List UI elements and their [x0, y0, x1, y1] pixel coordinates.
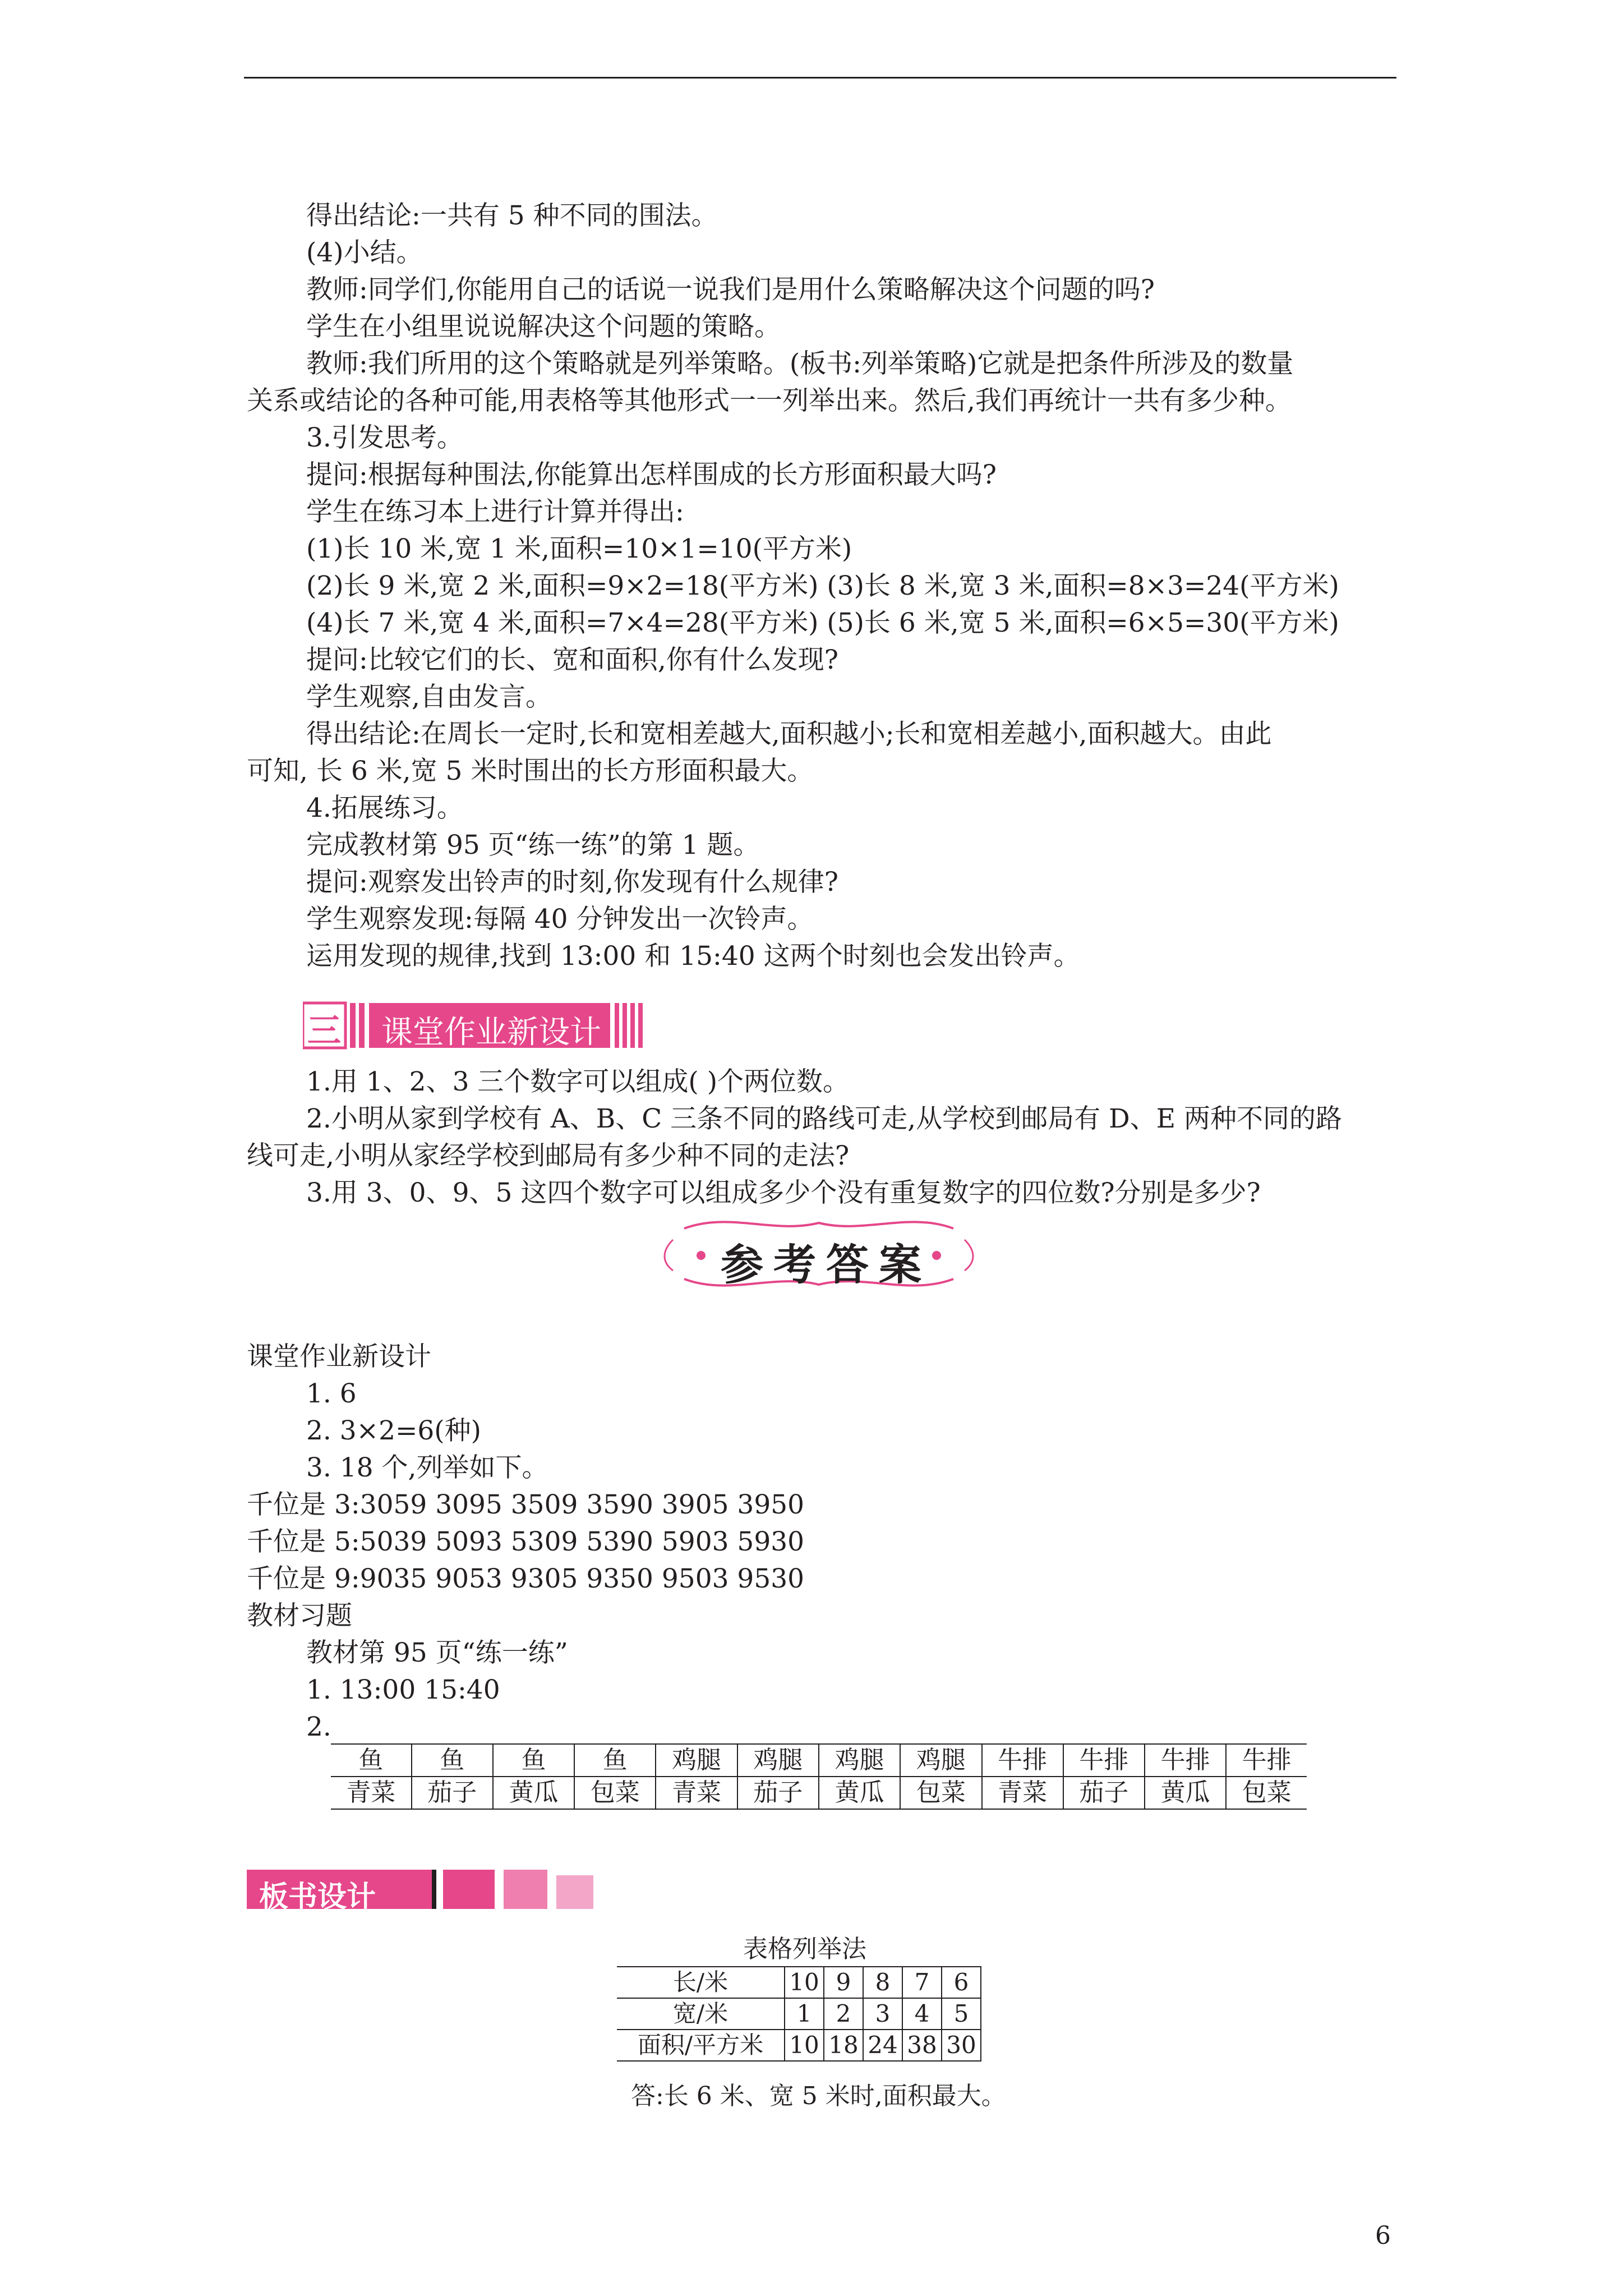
board-caption: 表格列举法: [743, 1935, 866, 1963]
table-cell: 5: [942, 1998, 981, 2030]
hw-item: 2.小明从家到学校有 A、B、C 三条不同的路线可走,从学校到邮局有 D、E 两种不同的路: [306, 1103, 1342, 1134]
line: 学生观察,自由发言。: [306, 682, 552, 712]
table-cell: 鸡腿: [900, 1744, 981, 1777]
answer-line: 课堂作业新设计: [247, 1341, 431, 1372]
table-cell: 3: [863, 1998, 902, 2030]
answer-line: 千位是 5:5039 5093 5309 5390 5903 5930: [247, 1526, 805, 1557]
table-cell: 38: [902, 2030, 942, 2061]
table-cell: 牛排: [982, 1744, 1063, 1777]
section-title: 课堂作业新设计: [381, 1014, 601, 1051]
table-cell: 牛排: [1063, 1744, 1145, 1777]
line: (4)小结。: [306, 237, 423, 268]
table-cell: 黄瓜: [493, 1777, 574, 1809]
table-cell: 18: [824, 2030, 863, 2061]
answer-line: 千位是 3:3059 3095 3509 3590 3905 3950: [247, 1489, 805, 1520]
table-cell: 9: [824, 1967, 863, 1998]
answer-line: 千位是 9:9035 9053 9305 9350 9503 9530: [247, 1563, 805, 1594]
table-row: [331, 1744, 1307, 1777]
board-heading: [247, 1865, 606, 1918]
answer-line: 2. 3×2=6(种): [306, 1415, 481, 1446]
line: 学生观察发现:每隔 40 分钟发出一次铃声。: [306, 904, 814, 935]
table-cell: 30: [942, 2030, 981, 2061]
answer-line: 1. 13:00 15:40: [306, 1674, 500, 1705]
answer-line: 2.: [306, 1711, 331, 1742]
table-cell: 1: [785, 1998, 824, 2030]
line: 提问:比较它们的长、宽和面积,你有什么发现?: [306, 645, 838, 675]
table-cell: 包菜: [900, 1777, 981, 1809]
line: 完成教材第 95 页“练一练”的第 1 题。: [306, 830, 760, 861]
table-cell: 4: [902, 1998, 942, 2030]
page-number: 6: [1375, 2221, 1391, 2250]
section-banner: [303, 1001, 695, 1050]
table-cell: 包菜: [1226, 1777, 1307, 1809]
hw-item: 1.用 1、2、3 三个数字可以组成( )个两位数。: [306, 1066, 850, 1097]
table-cell: 青菜: [331, 1777, 412, 1809]
line: 提问:观察发出铃声的时刻,你发现有什么规律?: [306, 867, 838, 898]
header-rule: [244, 77, 1396, 79]
answer-title: 参考答案: [721, 1240, 932, 1290]
table-row: [617, 1967, 981, 1998]
table-cell: 包菜: [574, 1777, 656, 1809]
table-cell: 茄子: [1063, 1777, 1145, 1809]
board-answer: 答:长 6 米、宽 5 米时,面积最大。: [631, 2082, 1006, 2110]
table-cell: 鸡腿: [737, 1744, 819, 1777]
table-cell: 鱼: [412, 1744, 493, 1777]
table-cell: 鸡腿: [819, 1744, 900, 1777]
table-cell: 青菜: [656, 1777, 737, 1809]
table-cell: 鱼: [331, 1744, 412, 1777]
line: 可知, 长 6 米,宽 5 米时围出的长方形面积最大。: [247, 756, 814, 786]
table-row: [617, 2030, 981, 2061]
table-row-label: 长/米: [617, 1967, 785, 1998]
table-row-label: 面积/平方米: [617, 2030, 785, 2061]
line: 学生在小组里说说解决这个问题的策略。: [306, 311, 781, 342]
table-cell: 10: [785, 1967, 824, 1998]
line: 提问:根据每种围法,你能算出怎样围成的长方形面积最大吗?: [306, 459, 997, 490]
table-cell: 牛排: [1145, 1744, 1226, 1777]
table-cell: 8: [863, 1967, 902, 1998]
table-cell: 鱼: [493, 1744, 574, 1777]
hw-item: 线可走,小明从家经学校到邮局有多少种不同的走法?: [247, 1140, 850, 1171]
line: 教师:我们所用的这个策略就是列举策略。(板书:列举策略)它就是把条件所涉及的数量: [306, 348, 1294, 379]
section-number: 三: [307, 1011, 341, 1051]
table-cell: 青菜: [982, 1777, 1063, 1809]
table-row: [331, 1777, 1307, 1809]
line: 教师:同学们,你能用自己的话说一说我们是用什么策略解决这个问题的吗?: [306, 274, 1155, 305]
answer-line: 3. 18 个,列举如下。: [306, 1452, 548, 1483]
hw-item: 3.用 3、0、9、5 这四个数字可以组成多少个没有重复数字的四位数?分别是多少?: [306, 1177, 1261, 1208]
line: 学生在练习本上进行计算并得出:: [306, 496, 684, 527]
table-cell: 茄子: [737, 1777, 819, 1809]
table-cell: 6: [942, 1967, 981, 1998]
line: 得出结论:在周长一定时,长和宽相差越大,面积越小;长和宽相差越小,面积越大。由此: [306, 719, 1272, 749]
answer-line: 1. 6: [306, 1378, 357, 1409]
board-table: [617, 1966, 981, 2062]
table-cell: 鱼: [574, 1744, 656, 1777]
table-cell: 黄瓜: [1145, 1777, 1226, 1809]
table-cell: 鸡腿: [656, 1744, 737, 1777]
answer-heading: [662, 1206, 976, 1301]
board-title: 板书设计: [259, 1880, 376, 1914]
line: 4.拓展练习。: [306, 793, 463, 823]
line: (4)长 7 米,宽 4 米,面积=7×4=28(平方米) (5)长 6 米,宽 5 米,面积=6×5=30(平方米): [306, 608, 1339, 638]
table-cell: 黄瓜: [819, 1777, 900, 1809]
table-cell: 24: [863, 2030, 902, 2061]
table-row-label: 宽/米: [617, 1998, 785, 2030]
line: 得出结论:一共有 5 种不同的围法。: [306, 200, 718, 231]
answer-line: 教材习题: [247, 1600, 352, 1631]
table-cell: 10: [785, 2030, 824, 2061]
table-row: [617, 1998, 981, 2030]
answer-line: 教材第 95 页“练一练”: [306, 1637, 568, 1668]
line: 关系或结论的各种可能,用表格等其他形式一一列举出来。然后,我们再统计一共有多少种。: [247, 385, 1292, 416]
line: (1)长 10 米,宽 1 米,面积=10×1=10(平方米): [306, 533, 852, 564]
combo-table: [331, 1743, 1307, 1810]
table-cell: 茄子: [412, 1777, 493, 1809]
line: 运用发现的规律,找到 13:00 和 15:40 这两个时刻也会发出铃声。: [306, 941, 1080, 972]
table-cell: 2: [824, 1998, 863, 2030]
line: 3.引发思考。: [306, 422, 463, 453]
table-cell: 7: [902, 1967, 942, 1998]
table-cell: 牛排: [1226, 1744, 1307, 1777]
line: (2)长 9 米,宽 2 米,面积=9×2=18(平方米) (3)长 8 米,宽 3 米,面积=8×3=24(平方米): [306, 570, 1339, 601]
